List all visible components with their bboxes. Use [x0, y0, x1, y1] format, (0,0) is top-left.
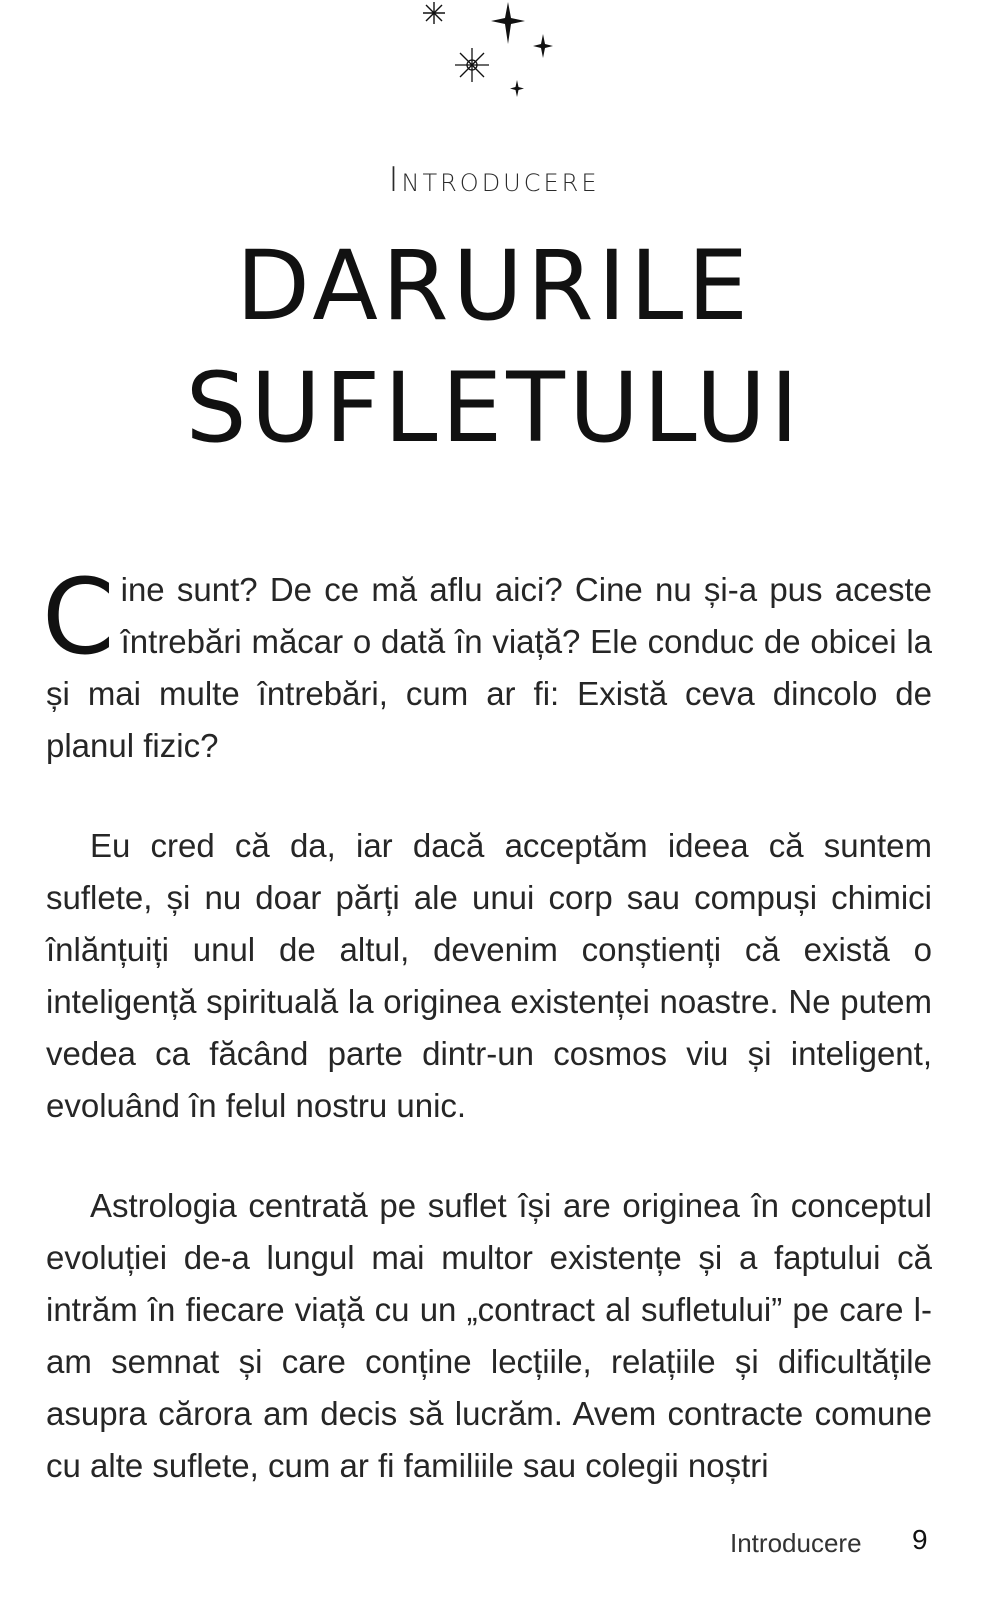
burst-star-icon: [455, 48, 489, 82]
section-label: Introducere: [388, 160, 600, 200]
paragraph-3: Astrologia centrată pe suflet își are originea în conceptul evoluției de-a lungul mai multor existențe și a faptului că intrăm în fiecare viață cu un „contract al sufletului” pe care l-am semnat și care conține lecțiile, relațiile și dificultățile asupra cărora am decis să lucrăm. Avem contracte comune cu alte suflete, cum ar fi familiile sau colegii noștri: [46, 1187, 932, 1484]
drop-cap: C: [42, 556, 115, 678]
small-star-icon: [533, 34, 553, 58]
paragraph-1: [42, 556, 932, 772]
chapter-title-line2: SUFLETULUI: [185, 352, 803, 464]
tiny-star-icon: [510, 80, 524, 97]
running-footer: Introducere: [730, 1528, 862, 1558]
four-point-star-icon: [491, 2, 525, 44]
page-number: 9: [912, 1524, 928, 1555]
asterisk-star-icon: [423, 2, 445, 24]
chapter-title-line1: DARURILE: [235, 230, 753, 342]
paragraph-1-text: ine sunt? De ce mă aflu aici? Cine nu și-a pus aceste întrebări măcar o dată în viață? Ele conduc de obicei la și mai multe întrebări, cum ar fi: Există ceva dincolo de planul fizic?: [46, 571, 932, 764]
paragraph-2: Eu cred că da, iar dacă acceptăm ideea că suntem suflete, și nu doar părți ale unui corp sau compuși chimici înlănțuiți unul de altul, devenim conștienți că există o inteligență spirituală la originea existenței noastre. Ne putem vedea ca făcând parte dintr-un cosmos viu și inteligent, evoluând în felul nostru unic.: [46, 827, 932, 1124]
stars-ornament: [420, 0, 570, 105]
